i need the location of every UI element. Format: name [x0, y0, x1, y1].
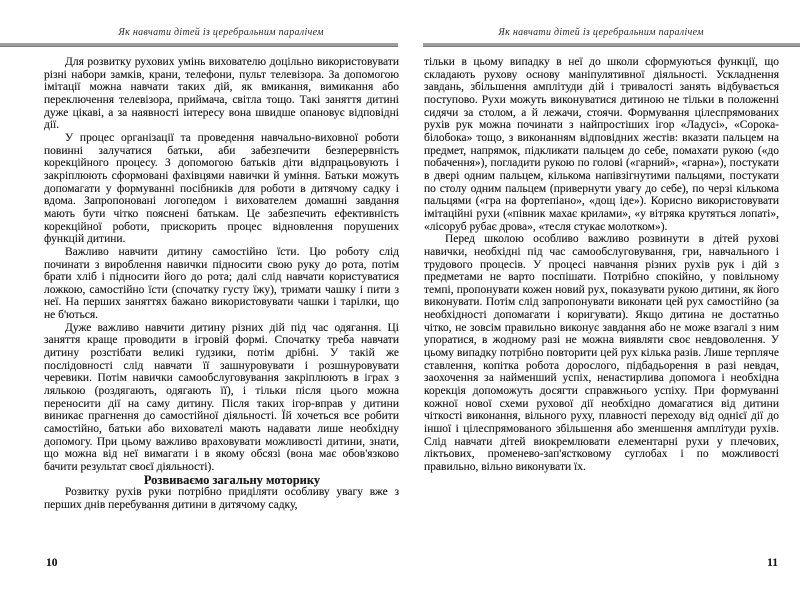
left-header-rule — [0, 43, 398, 47]
left-paragraph-4: Дуже важливо навчити дитину різних дій під час одягання. Ці заняття краще проводити в ігровій формі. Спочатку треба навчати дитину розстібати великі ґудзики, потім дрібні. У такій же послідовності слід навчати її зашнуровувати і розшнуровувати черевики. Потім навички самообслуговування закріплюють в іграх з лялькою (роздягають, одягають її), і тільки після цього можна переносити дії на саму дитину. Після таких ігор-вправ у дитини виникає прагнення до самостійної діяльності. Їй хочеться все робити самостійно, батьки або вихователі мають надавати лише необхідну допомогу. При цьому важливо враховувати можливості дитини, знати, що можна від неї вимагати і в якому обсязі (вона має обов'язково бачити результат своєї діяльності). — [44, 321, 399, 473]
left-running-header: Як навчати дітей із церебральним паралічем — [118, 27, 324, 38]
right-running-header: Як навчати дітей із церебральним паралічем — [498, 27, 704, 38]
left-paragraph-3: Важливо навчити дитину самостійно їсти. Цю роботу слід починати з вироблення навички підносити свою руку до рота, потім брати хліб і підносити його до рота; далі слід навчати користуватися ложкою, самостійно їсти (спочатку густу їжу), тримати чашку і пити з неї. На перших заняттях бажано використовувати чашки і тарілки, що не б'ються. — [44, 245, 399, 322]
right-page-body — [424, 56, 779, 474]
right-paragraph-1: тільки в цьому випадку в неї до школи сформуються функції, що складають рухову основу маніпулятивної діяльності. Ускладнення завдань, збільшення амплітуди дій і тривалості занять відбувається поступово. Рухи можуть виконуватися дитиною не тільки в положенні сидячи за столом, а й лежачи, стоячи. Формування цілеспрямованих рухів рук можна починати з найпростіших ігор «Ладусі», «Сорока-білобока» тощо, з виконанням відповідних жестів: вказати пальцем на предмет, напрямок, підкликати пальцем до себе, помахати рукою («до побачення»), погладити рукою по голові («гарний», «гарна»), постукати в двері одним пальцем, кількома напівзігнутими пальцями, постукати по столу одним пальцем (привернути увагу до себе), по черзі кількома пальцями («гра на фортепіано», «дощ іде»). Корисно використовувати імітаційні рухи («півник махає крилами», «у вітряка крутяться лопаті», «лісоруб рубає дрова», «тесля стукає молотком»). — [424, 56, 779, 233]
left-page-body — [44, 56, 399, 512]
right-page-number: 11 — [767, 557, 778, 569]
section-heading: Розвиваємо загальну моторику — [143, 472, 321, 487]
right-paragraph-2: Перед школою особливо важливо розвинути в дітей рухові навички, необхідні під час самообслуговування, гри, навчального і трудового процесів. У процесі навчання різних рухів рук і дій з предметами не варто поспішати. Потрібно спокійно, у повільному темпі, пропонувати кожен новий рух, показувати рукою дитини, як його виконувати. Потім слід запропонувати виконати цей рух самостійно (за необхідності допомагати і коригувати). Якщо дитина не достатньо чітко, не зовсім правильно виконує завдання або не може взагалі з ним упоратися, в жодному разі не можна виявляти своє невдоволення. У цьому випадку потрібно повторити цей рух кілька разів. Лише терпляче ставлення, копітка робота дорослого, підбадьорення в разі невдач, заохочення за найменший успіх, ненастирлива допомога і необхідна корекція допоможуть досягти справжнього успіху. При формуванні кожної нової схеми рухової дії необхідно домагатися від дитини чіткості виконання, вільного руху, плавності переходу від однієї дії до іншої і цілеспрямованого збільшення або зменшення амплітуди рухів. Слід навчати дітей виокремлювати елементарні рухи у плечових, ліктьових, променево-зап'ястковому суглобах і по можливості правильно, вільно виконувати їх. — [424, 233, 779, 473]
left-page-number: 10 — [46, 557, 58, 569]
right-header-rule — [423, 43, 800, 47]
left-paragraph-2: У процес організації та проведення навчально-виховної роботи повинні залучатися батьки, аби забезпечити безперервність корекційного процесу. З допомогою батьків діти відпрацьовують і закріплюють сформовані фахівцями навички й уміння. Батьки можуть допомагати у формуванні посібників для роботи в дитячому садку і вдома. Запропоновані логопедом і вихователем домашні завдання мають бути чітко пояснені батькам. Це забезпечить ефективність корекційної роботи, прискорить процес відновлення порушених функцій дитини. — [44, 131, 399, 246]
left-closing-paragraph: Розвитку рухів руки потрібно приділяти особливу увагу вже з перших днів перебування дитини в дитячому садку, — [44, 486, 399, 511]
left-paragraph-1: Для розвитку рухових умінь вихователю доцільно використовувати різні набори замків, крани, телефони, пульт телевізора. За допомогою імітації можна навчати таких дій, як вмикання, вимикання або переключення телевізора, приймача, світла тощо. Такі заняття дитині дуже цікаві, а за наявності інтересу вона швидше опановує відповідні дії. — [44, 56, 399, 132]
